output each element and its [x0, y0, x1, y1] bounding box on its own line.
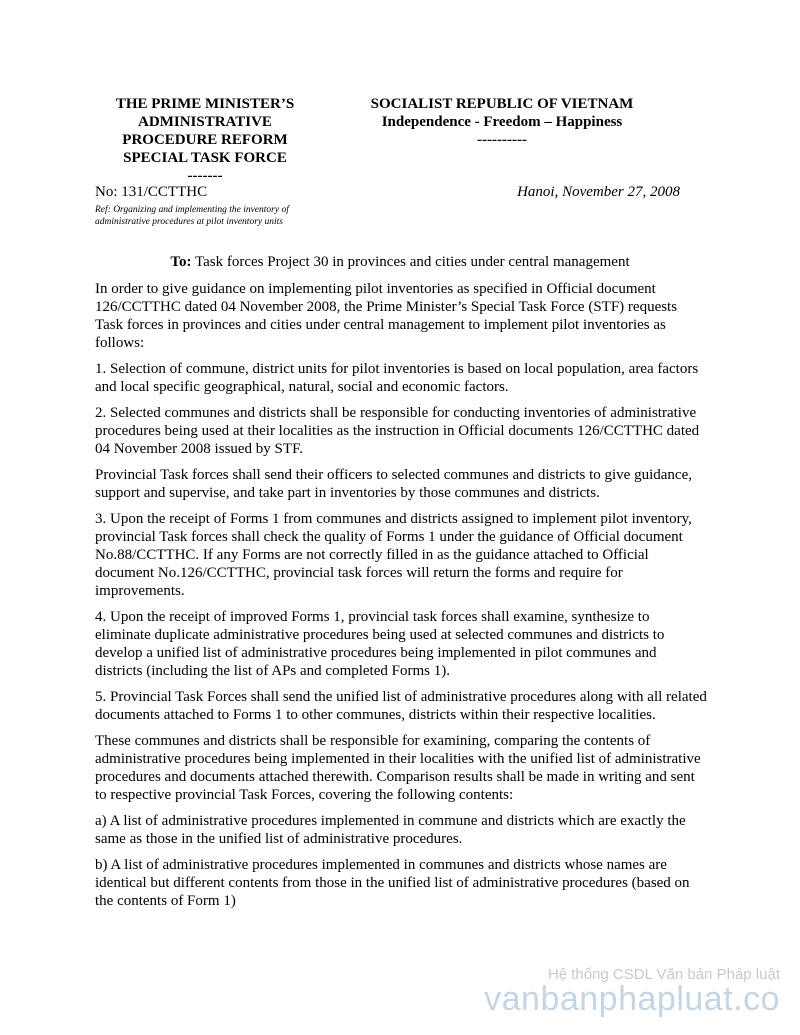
issuer-rule: ------- [187, 168, 223, 184]
national-motto: Independence - Freedom – Happiness [381, 114, 623, 130]
paragraph: 3. Upon the receipt of Forms 1 from communes and districts assigned to implement pilot inventory, provincial Task forces shall check the quality of Forms 1 under the guidance of Official document No.88/CCTTHC. If any Forms are not correctly filled in as the guidance attached to Official document No.126/CCTTHC, provincial task forces will return the forms and require for improvements. [95, 511, 692, 599]
watermark-caption: Hệ thống CSDL Văn bản Pháp luật [547, 966, 780, 983]
national-header [352, 95, 652, 149]
recipient-text: Task forces Project 30 in provinces and cities under central management [191, 254, 630, 270]
paragraph: a) A list of administrative procedures implemented in commune and districts which are exactly the same as those in the unified list of administrative procedures. [95, 813, 686, 847]
paragraph: b) A list of administrative procedures implemented in communes and districts whose names are identical but different contents from those in the unified list of administrative procedures (based on the contents of Form 1) [95, 857, 690, 909]
recipient-line [95, 254, 705, 271]
issuer-line-2: ADMINISTRATIVE [138, 114, 272, 130]
paragraph: 1. Selection of commune, district units for pilot inventories is based on local population, area factors and local specific geographical, natural, social and economic factors. [95, 361, 699, 395]
issuer-line-3: PROCEDURE REFORM [122, 132, 288, 148]
paragraph: In order to give guidance on implementing pilot inventories as specified in Official document 126/CCTTHC dated 04 November 2008, the Prime Minister’s Special Task Force (STF) requests Task forces in provinces and cities under central management to implement pilot inventories as follows: [95, 281, 678, 351]
paragraph: 2. Selected communes and districts shall be responsible for conducting inventories of administrative procedures being used at their localities as the instruction in Official documents 126/CCTTHC dated 04 November 2008 issued by STF. [95, 405, 700, 457]
document-reference: Ref: Organizing and implementing the inventory of administrative procedures at pilot inventory units [95, 205, 289, 227]
issuer-block [92, 95, 318, 185]
issuer-line-4: SPECIAL TASK FORCE [123, 150, 287, 166]
paragraph: Provincial Task forces shall send their officers to selected communes and districts to give guidance, support and supervise, and take part in inventories by those communes and districts. [95, 467, 692, 501]
document-date: Hanoi, November 27, 2008 [517, 184, 680, 200]
paragraph: These communes and districts shall be responsible for examining, comparing the contents of administrative procedures being implemented in their localities with the unified list of administrative procedures and documents attached therewith. Comparison results shall be made in writing and sent to respective provincial Task Forces, covering the following contents: [95, 733, 701, 803]
recipient-label: To: [170, 254, 192, 270]
paragraph: 5. Provincial Task Forces shall send the unified list of administrative procedures along with all related documents attached to Forms 1 to other communes, districts within their respective localities. [95, 689, 707, 723]
document-number: No: 131/CCTTHC [95, 184, 208, 200]
watermark-site: vanbanphapluat.co [484, 980, 780, 1018]
issuer-line-1: THE PRIME MINISTER’S [115, 96, 295, 112]
country-name: SOCIALIST REPUBLIC OF VIETNAM [370, 96, 634, 112]
paragraph: 4. Upon the receipt of improved Forms 1, provincial task forces shall examine, synthesize to eliminate duplicate administrative procedures being used at selected communes and districts to develop a unified list of administrative procedures being implemented in pilot communes and districts (including the list of APs and completed Forms 1). [95, 609, 665, 679]
motto-rule: ---------- [477, 132, 527, 148]
document-body [95, 280, 707, 918]
